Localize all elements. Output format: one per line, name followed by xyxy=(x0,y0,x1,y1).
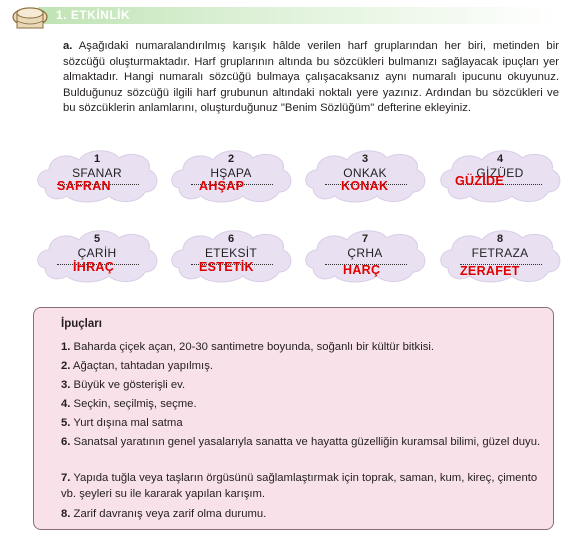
puzzle-cloud-8 xyxy=(438,228,562,284)
hint-item xyxy=(61,340,543,356)
hint-text: Yurt dışına mal satma xyxy=(70,417,183,429)
hints-box xyxy=(33,307,554,530)
handwritten-answer: KONAK xyxy=(341,179,389,193)
puzzle-number: 3 xyxy=(361,153,369,165)
hint-item xyxy=(61,507,543,523)
puzzle-number: 7 xyxy=(361,233,369,245)
hint-item xyxy=(61,416,543,432)
hint-text: Zarif davranış veya zarif olma durumu. xyxy=(70,508,267,520)
hint-number: 6. xyxy=(61,436,71,448)
hint-number: 5. xyxy=(61,417,71,429)
hint-item xyxy=(61,471,543,502)
puzzle-number: 2 xyxy=(227,153,235,165)
puzzle-number: 8 xyxy=(496,233,504,245)
instructions-letter: a. xyxy=(63,40,73,52)
puzzle-cloud-6 xyxy=(169,228,293,284)
puzzle-cloud-3 xyxy=(303,148,427,204)
activity-header xyxy=(0,0,571,36)
hint-number: 2. xyxy=(61,360,71,372)
puzzle-number: 5 xyxy=(93,233,101,245)
hint-item xyxy=(61,378,543,394)
scrambled-letters: FETRAZA xyxy=(471,246,529,260)
hint-text: Yapıda tuğla veya taşların örgüsünü sağlamlaştırmak için toprak, saman, kum, kireç, çimento vb. şeyleri su ile kararak yapılan karışım. xyxy=(61,472,538,500)
puzzle-cloud-1 xyxy=(35,148,159,204)
hint-item xyxy=(61,435,543,451)
puzzle-number: 4 xyxy=(496,153,504,165)
puzzle-cloud-2 xyxy=(169,148,293,204)
hint-item xyxy=(61,397,543,413)
scrambled-letters: ETEKSİT xyxy=(204,246,258,260)
hint-number: 4. xyxy=(61,398,71,410)
hint-number: 8. xyxy=(61,508,71,520)
scrambled-letters: HŞAPA xyxy=(210,166,252,180)
handwritten-answer: ESTETİK xyxy=(199,260,254,274)
puzzle-cloud-7 xyxy=(303,228,427,284)
instructions-paragraph xyxy=(63,39,559,117)
activity-title: 1. ETKİNLİK xyxy=(56,8,131,22)
hint-text: Baharda çiçek açan, 20-30 santimetre boyunda, soğanlı bir kültür bitkisi. xyxy=(70,341,435,353)
scroll-icon xyxy=(8,3,60,33)
handwritten-answer: AHŞAP xyxy=(199,179,245,193)
puzzle-cloud-5 xyxy=(35,228,159,284)
handwritten-answer: SAFRAN xyxy=(57,179,111,193)
hint-text: Ağaçtan, tahtadan yapılmış. xyxy=(70,360,213,372)
hint-text: Seçkin, seçilmiş, seçme. xyxy=(70,398,197,410)
hint-item xyxy=(61,359,543,375)
scrambled-letters: SFANAR xyxy=(72,166,122,180)
handwritten-answer: ZERAFET xyxy=(460,264,520,278)
hint-number: 3. xyxy=(61,379,71,391)
instructions-text: Aşağıdaki numaralandırılmış karışık hâlde verilen harf gruplarından her biri, metinden bir sözcüğü oluşturmaktadır. Harf gruplarının altında bu sözcükleri bulmanızı sağlayacak ipuçları yer almaktadır. Hangi numaralı sözcüğü bulmaya çalışacaksanız aynı numaralı ipucunu okuyunuz. Bulduğunuz sözcüğü ilgili harf grubunun altındaki noktalı yere yazınız. Ardından bu sözcükleri ve bu sözcüklerin anlamlarını, oluşturduğunuz "Benim Sözlüğüm" defterine ekleyiniz. xyxy=(63,40,559,115)
handwritten-answer: GÜZİDE xyxy=(455,174,505,188)
scrambled-letters: ÇRHA xyxy=(347,246,383,260)
puzzle-cloud-4 xyxy=(438,148,562,204)
hint-number: 7. xyxy=(61,472,71,484)
scrambled-letters: ÇARİH xyxy=(77,246,117,260)
handwritten-answer: HARÇ xyxy=(343,263,381,277)
puzzle-number: 1 xyxy=(93,153,101,165)
hint-text: Sanatsal yaratının genel yasalarıyla sanatta ve hayatta güzelliğin kuramsal bilimi, güzel duyu. xyxy=(70,436,541,448)
scrambled-letters: ONKAK xyxy=(343,166,387,180)
scrambled-letters: GİZÜED xyxy=(476,166,524,180)
puzzle-number: 6 xyxy=(227,233,235,245)
handwritten-answer: İHRAÇ xyxy=(73,260,115,274)
hint-number: 1. xyxy=(61,341,71,353)
hint-text: Büyük ve gösterişli ev. xyxy=(70,379,186,391)
hints-title: İpuçları xyxy=(61,318,102,330)
